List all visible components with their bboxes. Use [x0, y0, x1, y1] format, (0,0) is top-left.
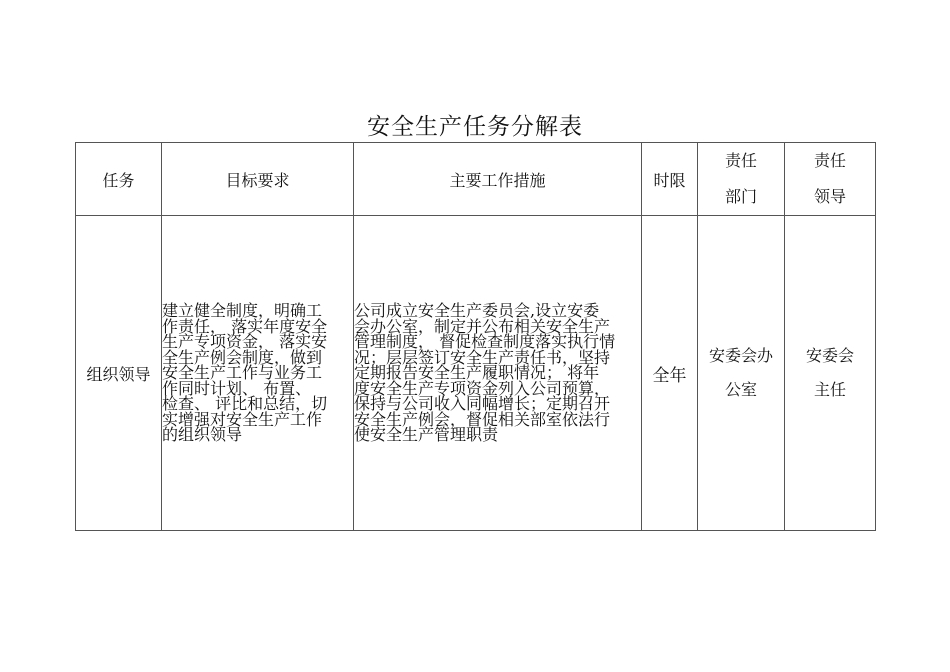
goal-line: 检查、 评比和总结，切: [162, 394, 328, 414]
cell-responsible-dept: [698, 216, 785, 531]
measure-line: 度安全生产专项资金列入公司预算，: [354, 378, 611, 398]
header-leader-line1: 责任: [813, 151, 846, 170]
goal-line: 生产专项资金， 落实安: [162, 332, 328, 352]
cell-task: 组织领导: [76, 216, 162, 531]
leader-line2: 主任: [813, 380, 846, 399]
header-goal: 目标要求: [162, 143, 354, 216]
goal-line: 作责任， 落实年度安全: [162, 316, 328, 336]
header-responsible-leader: [785, 143, 876, 216]
document-title: 安全生产任务分解表: [367, 114, 583, 140]
cell-goal: [162, 216, 354, 531]
cell-responsible-leader: [785, 216, 876, 531]
header-task: 任务: [76, 143, 162, 216]
header-dept-line2: 部门: [724, 187, 757, 206]
cell-deadline: 全年: [642, 216, 698, 531]
measure-line: 保持与公司收入同幅增长；定期召开: [354, 394, 611, 414]
table-row: [76, 216, 876, 531]
measure-line: 使安全生产管理职责: [354, 425, 499, 445]
header-responsible-dept: [698, 143, 785, 216]
measure-line: 公司成立安全生产委员会,设立安委: [354, 301, 600, 321]
measure-line: 管理制度， 督促检查制度落实执行情: [354, 332, 616, 352]
goal-line: 实增强对安全生产工作: [162, 409, 323, 429]
header-dept-line1: 责任: [724, 151, 757, 170]
header-measures: 主要工作措施: [354, 143, 642, 216]
header-deadline: 时限: [642, 143, 698, 216]
measure-line: 会办公室，制定并公布相关安全生产: [354, 316, 611, 336]
measure-line: 况；层层签订安全生产责任书，坚持: [354, 347, 611, 367]
goal-line: 全生产例会制度，做到: [162, 347, 323, 367]
header-leader-line2: 领导: [813, 187, 846, 206]
goal-line: 建立健全制度，明确工: [162, 301, 323, 321]
leader-line1: 安委会: [805, 346, 854, 365]
dept-line1: 安委会办: [708, 346, 773, 365]
table-header-row: [76, 143, 876, 216]
goal-line: 的组织领导: [162, 425, 243, 445]
measure-line: 定期报告安全生产履职情况； 将年: [354, 363, 600, 383]
goal-line: 作同时计划、 布置、: [162, 378, 312, 398]
dept-line2: 公室: [724, 380, 757, 399]
task-breakdown-table: [75, 142, 876, 531]
goal-line: 安全生产工作与业务工: [162, 363, 323, 383]
cell-measures: [354, 216, 642, 531]
measure-line: 安全生产例会，督促相关部室依法行: [354, 409, 611, 429]
